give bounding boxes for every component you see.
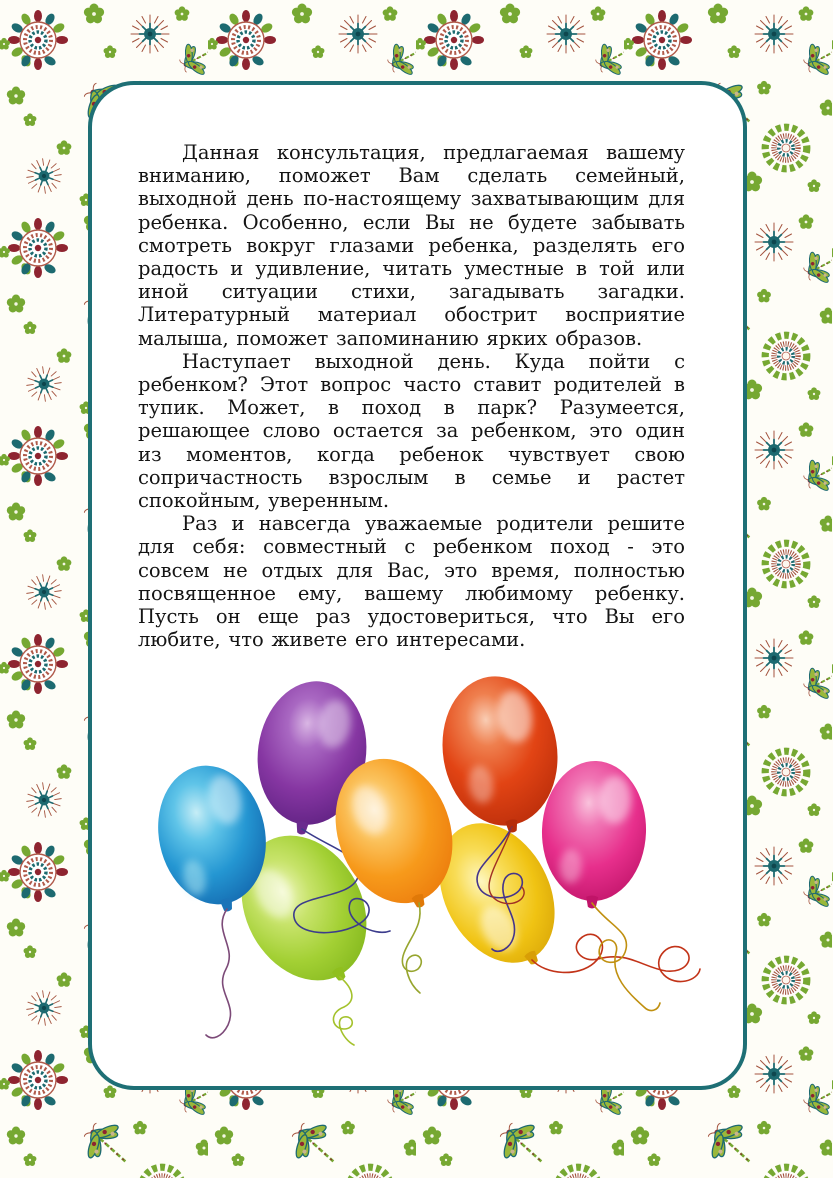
text-block <box>138 141 685 651</box>
balloons-illustration <box>142 663 704 1055</box>
paragraph-3: Раз и навсегда уважаемые родители решите для себя: совместный с ребенком поход - это совсем не отдых для Вас, это время, полностью посвященное ему, вашему любимому ребенку. Пусть он еще раз удостовериться, что Вы его любите, что живете его интересами. <box>138 512 685 652</box>
balloon-pink <box>540 759 660 1010</box>
paragraph-2: Наступает выходной день. Куда пойти с ребенком? Этот вопрос часто ставит родителей в тупик. Может, в поход в парк? Разумеется, решающее слово остается за ребенком, это один из моментов, когда ребенок чувствует свою сопричастность взрослым в семье и растет спокойным, уверенным. <box>138 349 685 513</box>
page-card <box>88 81 747 1090</box>
paragraph-1: Данная консультация, предлагаемая вашему вниманию, поможет Вам сделать семейный, выходной день по-настоящему захватывающим для ребенка. Особенно, если Вы не будете забывать смотреть вокруг глазами ребенка, разделять его радость и удивление, читать уместные в той или иной ситуации стихи, загадывать загадки. Литературный материал обострит восприятие малыша, поможет запоминанию ярких образов. <box>138 141 685 350</box>
